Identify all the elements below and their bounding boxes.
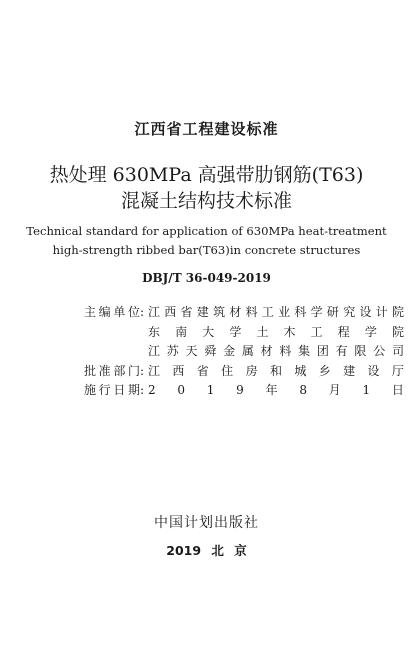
effective-date-value: 2 0 1 9 年 8 月 1 日 xyxy=(148,383,404,397)
publisher-name: 中国计划出版社 xyxy=(154,515,259,531)
title-cn-line2: 混凝土结构技术标准 xyxy=(120,190,292,212)
chief-editor-org-1: 江 西 省 建 筑 材 料 工 业 科 学 研 究 设 计 院 xyxy=(148,305,404,319)
standard-code: DBJ/T 36-049-2019 xyxy=(142,271,271,285)
chief-editor-org-3: 江 苏 天 舜 金 属 材 料 集 团 有 限 公 司 xyxy=(148,344,404,358)
title-en-line2: high-strength ribbed bar(T63)in concrete structures xyxy=(52,243,361,257)
approving-dept-label: 批 准 部 门 xyxy=(84,363,140,378)
standard-series: 江西省工程建设标准 xyxy=(134,120,279,138)
effective-date-row xyxy=(84,381,404,401)
chief-editor-row xyxy=(84,303,404,323)
chief-editor-row-3 xyxy=(84,342,404,362)
publication-place-year: 2019 北 京 xyxy=(166,543,247,558)
colon: : xyxy=(140,305,145,319)
title-en-line1: Technical standard for application of 630MPa heat-treatment xyxy=(26,224,387,238)
chief-editor-label: 主 编 单 位 xyxy=(84,305,140,319)
info-block xyxy=(84,303,404,401)
approving-dept-value: 江 西 省 住 房 和 城 乡 建 设 厅 xyxy=(148,363,404,378)
effective-date-label: 施 行 日 期 xyxy=(84,383,140,397)
chief-editor-row-2 xyxy=(84,323,404,343)
chief-editor-org-2: 东 南 大 学 土 木 工 程 学 院 xyxy=(148,324,404,339)
title-cn-line1: 热处理 630MPa 高强带肋钢筋(T63) xyxy=(49,164,364,186)
colon: : xyxy=(140,383,145,397)
colon: : xyxy=(140,363,145,378)
approving-dept-row xyxy=(84,362,404,382)
